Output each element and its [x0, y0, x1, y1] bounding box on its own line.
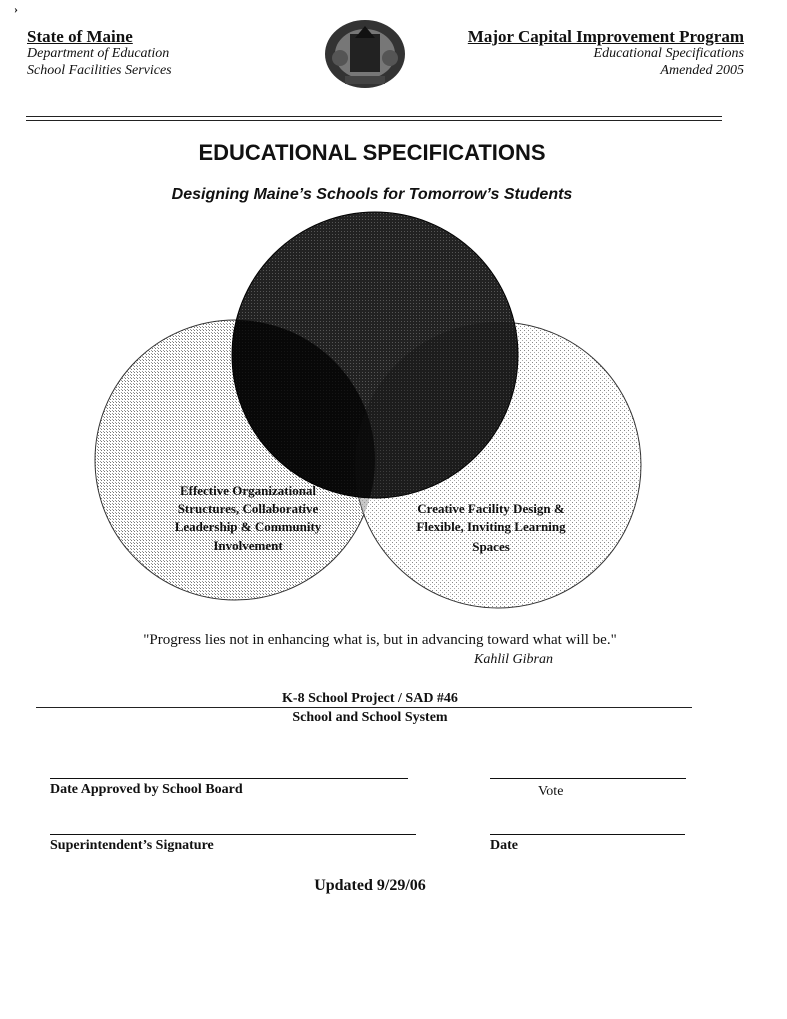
board-date-label: Date Approved by School Board: [50, 782, 243, 797]
department-name: Department of Education: [27, 46, 170, 61]
left-circle-line-4: Involvement: [213, 538, 283, 553]
date-line[interactable]: [490, 834, 685, 835]
program-name: Major Capital Improvement Program: [467, 27, 744, 46]
page-title: EDUCATIONAL SPECIFICATIONS: [198, 140, 546, 165]
state-seal-icon: [320, 12, 410, 92]
left-circle-line-1: Effective Organizational: [179, 483, 317, 498]
board-date-line[interactable]: [50, 778, 408, 779]
header-left: [27, 28, 172, 79]
left-circle-line-2: Structures, Collaborative: [177, 501, 319, 516]
document-type: Educational Specifications: [593, 46, 744, 61]
header-right: [468, 28, 744, 79]
project-label: School and School System: [292, 710, 448, 725]
vote-label: Vote: [538, 784, 564, 799]
corner-mark: ›: [14, 2, 18, 16]
right-circle-line-3: Spaces: [472, 539, 510, 554]
superintendent-signature-label: Superintendent’s Signature: [50, 838, 214, 853]
header-rule-bottom: [26, 120, 722, 121]
quote-author: Kahlil Gibran: [474, 652, 553, 667]
vote-line[interactable]: [490, 778, 686, 779]
superintendent-signature-line[interactable]: [50, 834, 416, 835]
right-circle-line-1: Creative Facility Design &: [417, 501, 565, 516]
date-label: Date: [490, 838, 518, 853]
quote-text: "Progress lies not in enhancing what is, but in advancing toward what will be.": [143, 632, 617, 648]
left-circle-line-3: Leadership & Community: [174, 519, 322, 534]
page-subtitle: Designing Maine’s Schools for Tomorrow’s Students: [171, 186, 573, 203]
project-name: K-8 School Project / SAD #46: [282, 691, 458, 706]
project-rule: [36, 707, 692, 708]
header-rule-top: [26, 116, 722, 117]
organization-name: State of Maine: [27, 27, 133, 46]
right-circle-line-2: Flexible, Inviting Learning: [416, 519, 566, 534]
updated-date: Updated 9/29/06: [314, 877, 426, 894]
office-name: School Facilities Services: [27, 63, 172, 78]
amended-date: Amended 2005: [660, 63, 744, 78]
venn-diagram: [80, 210, 680, 630]
